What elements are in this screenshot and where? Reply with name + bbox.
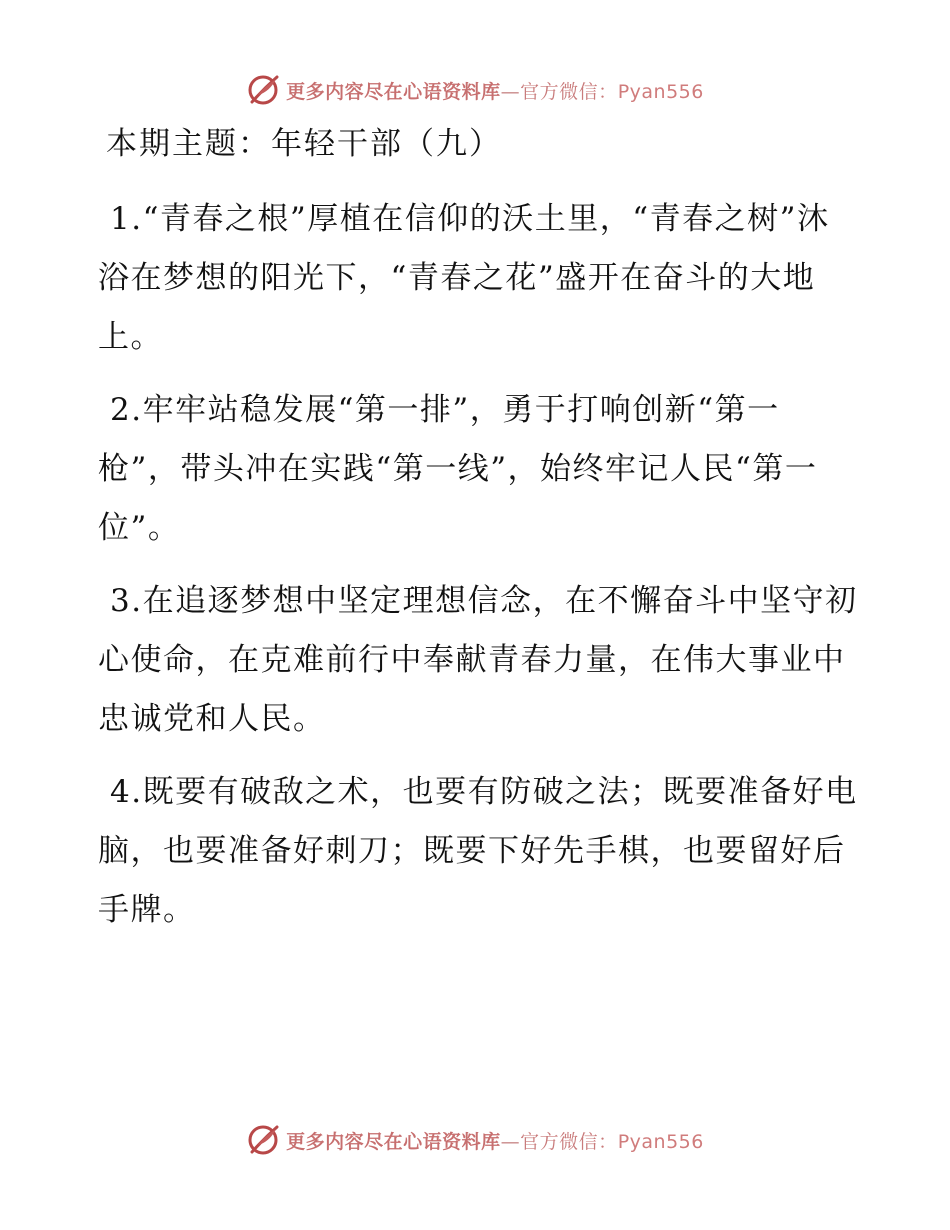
- document-body: [98, 190, 858, 954]
- watermark-account: Pyan556: [617, 80, 704, 103]
- header-watermark: [0, 70, 950, 110]
- watermark-official-label: 官方微信：: [520, 80, 618, 103]
- watermark-text: [286, 1127, 704, 1154]
- watermark-account: Pyan556: [617, 1130, 704, 1153]
- feather-seal-icon: [246, 73, 280, 107]
- feather-seal-icon: [246, 1123, 280, 1157]
- footer-watermark: [0, 1120, 950, 1160]
- watermark-brand: 更多内容尽在心语资料库: [286, 80, 501, 103]
- watermark-text: [286, 77, 704, 104]
- list-item: 3.在追逐梦想中坚定理想信念，在不懈奋斗中坚守初心使命，在克难前行中奉献青春力量，在伟大事业中忠诚党和人民。: [98, 583, 858, 737]
- list-item: 1.“青春之根”厚植在信仰的沃土里，“青春之树”沐浴在梦想的阳光下，“青春之花”盛开在奋斗的大地上。: [98, 201, 830, 355]
- watermark-separator: —: [500, 1130, 521, 1153]
- list-item: 2.牢牢站稳发展“第一排”，勇于打响创新“第一枪”，带头冲在实践“第一线”，始终牢记人民“第一位”。: [98, 392, 818, 546]
- list-item: 4.既要有破敌之术，也要有防破之法；既要准备好电脑，也要准备好刺刀；既要下好先手棋，也要留好后手牌。: [98, 774, 858, 928]
- document-title: 本期主题：年轻干部（九）: [106, 126, 502, 162]
- watermark-official-label: 官方微信：: [520, 1130, 618, 1153]
- watermark-brand: 更多内容尽在心语资料库: [286, 1130, 501, 1153]
- watermark-separator: —: [500, 80, 521, 103]
